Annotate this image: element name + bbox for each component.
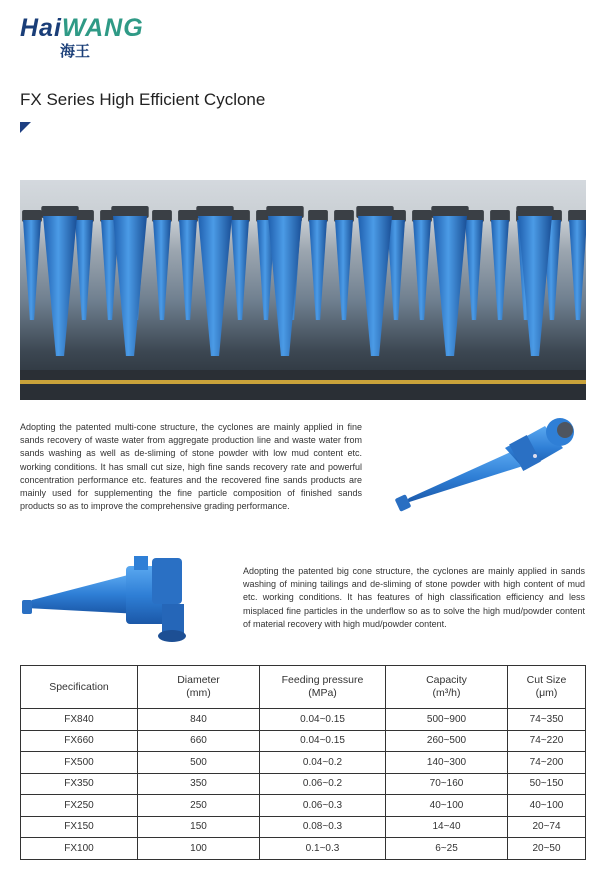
cyclone-cone: [23, 220, 41, 320]
hero-photo-illustration: [20, 180, 586, 400]
cell-capacity: 260~500: [386, 730, 508, 752]
brand-logo: [20, 14, 145, 60]
cyclone-cone: [75, 220, 93, 320]
section-1-description: Adopting the patented multi-cone structure, the cyclones are mainly applied in fine sands recovery of waste water from aggregate production line and waste water from sands washing as well as de-sliming of stone powder with low mud content etc. working conditions. It has small cut size, high fine sands recovery rate and powerful concentration performance etc. features and the recovered fine sands products are mainly used for supplementing the fine particle composition of finished sands products so as to improve the comprehensive grading performance.: [20, 422, 362, 512]
cyclone-cone: [198, 216, 232, 356]
cell-specification: FX100: [21, 838, 138, 860]
cell-capacity: 40~100: [386, 795, 508, 817]
cyclone-cone: [465, 220, 483, 320]
header-cut-size: Cut Size (μm): [508, 666, 586, 709]
cell-feeding-pressure: 0.1~0.3: [260, 838, 386, 860]
table-row: [21, 709, 586, 731]
cell-diameter: 500: [138, 752, 260, 774]
cell-cut-size: 74~200: [508, 752, 586, 774]
cell-feeding-pressure: 0.04~0.15: [260, 709, 386, 731]
cell-cut-size: 20~50: [508, 838, 586, 860]
page-title: FX Series High Efficient Cyclone: [20, 90, 266, 109]
cell-feeding-pressure: 0.04~0.2: [260, 752, 386, 774]
big-cone-cyclone-illustration: [22, 552, 204, 644]
cell-specification: FX250: [21, 795, 138, 817]
specification-table: [20, 665, 586, 860]
cyclone-cone: [179, 220, 197, 320]
table-row: [21, 752, 586, 774]
cell-capacity: 500~900: [386, 709, 508, 731]
cell-specification: FX150: [21, 816, 138, 838]
cell-diameter: 100: [138, 838, 260, 860]
brand-logo-text: HaiWANG: [20, 14, 144, 42]
cell-specification: FX840: [21, 709, 138, 731]
table-header-row: [21, 666, 586, 709]
hero-photo-cyclone-rows: [20, 180, 586, 400]
cell-capacity: 6~25: [386, 838, 508, 860]
cell-capacity: 140~300: [386, 752, 508, 774]
multi-cone-cyclone-image: [395, 408, 585, 518]
cyclone-cone: [268, 216, 302, 356]
header-feeding-pressure: Feeding pressure (MPa): [260, 666, 386, 709]
cell-cut-size: 20~74: [508, 816, 586, 838]
cell-feeding-pressure: 0.06~0.3: [260, 795, 386, 817]
cell-specification: FX660: [21, 730, 138, 752]
table-row: [21, 730, 586, 752]
cyclone-cone: [491, 220, 509, 320]
section-2-description: Adopting the patented big cone structure, the cyclones are mainly applied in sands washing of mining tailings and de-sliming of stone powder with high content of mud etc. working conditions. It has features of high classification efficiency and less misplaced fine particles in the underflow so as to solve the high mud/powder content of material recovery with high mud/powder content.: [243, 566, 585, 629]
cyclone-cone: [113, 216, 147, 356]
header-capacity: Capacity (m³/h): [386, 666, 508, 709]
cell-diameter: 150: [138, 816, 260, 838]
big-cone-cyclone-image: [22, 552, 204, 644]
cyclone-cone: [153, 220, 171, 320]
cyclone-cone: [569, 220, 586, 320]
cyclone-cone: [433, 216, 467, 356]
cell-specification: FX500: [21, 752, 138, 774]
cyclone-cone: [413, 220, 431, 320]
cell-feeding-pressure: 0.06~0.2: [260, 773, 386, 795]
cell-diameter: 660: [138, 730, 260, 752]
cyclone-cone: [309, 220, 327, 320]
cell-capacity: 14~40: [386, 816, 508, 838]
cell-diameter: 250: [138, 795, 260, 817]
table-row: [21, 795, 586, 817]
cyclone-cone: [43, 216, 77, 356]
cell-specification: FX350: [21, 773, 138, 795]
table-row: [21, 773, 586, 795]
cell-cut-size: 74~220: [508, 730, 586, 752]
cell-feeding-pressure: 0.04~0.15: [260, 730, 386, 752]
table-row: [21, 838, 586, 860]
header-specification: Specification: [21, 666, 138, 709]
cell-capacity: 70~160: [386, 773, 508, 795]
brand-logo-chinese: 海王: [60, 42, 91, 60]
cell-diameter: 350: [138, 773, 260, 795]
cell-cut-size: 40~100: [508, 795, 586, 817]
header-diameter: Diameter (mm): [138, 666, 260, 709]
cyclone-cone: [358, 216, 392, 356]
cell-cut-size: 50~150: [508, 773, 586, 795]
cyclone-cone: [335, 220, 353, 320]
multi-cone-cyclone-illustration: [395, 408, 585, 518]
cell-feeding-pressure: 0.08~0.3: [260, 816, 386, 838]
title-corner-marker: [20, 122, 31, 133]
table-row: [21, 816, 586, 838]
cyclone-cone: [231, 220, 249, 320]
cell-cut-size: 74~350: [508, 709, 586, 731]
cell-diameter: 840: [138, 709, 260, 731]
